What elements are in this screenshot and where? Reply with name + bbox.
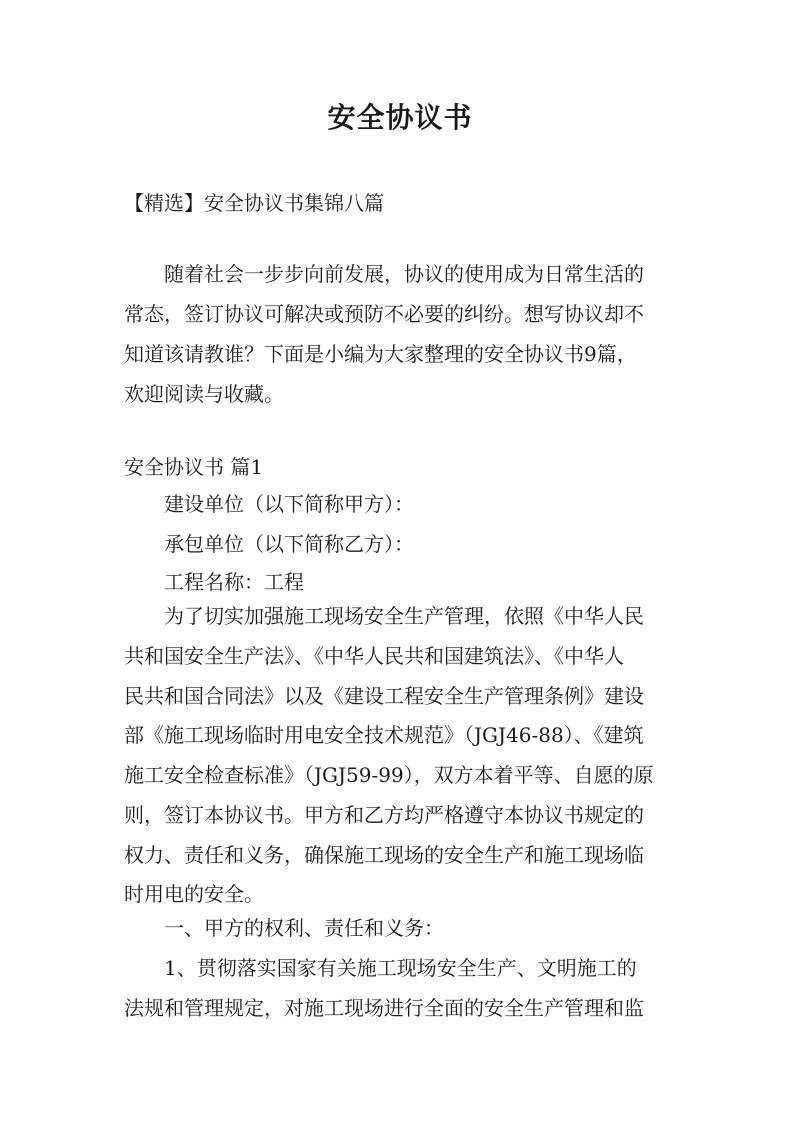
body-line: 为了切实加强施工现场安全生产管理，依照《中华人民 <box>164 604 644 628</box>
intro-line: 知道该请教谁？下面是小编为大家整理的安全协议书9篇， <box>124 342 637 366</box>
item-line: 法规和管理规定，对施工现场进行全面的安全生产管理和监 <box>124 996 644 1020</box>
body-line: 部《施工现场临时用电安全技术规范》（JGJ46-88）、《建筑 <box>124 723 644 747</box>
body-line: 共和国安全生产法》、《中华人民共和国建筑法》、《中华人 <box>124 644 624 668</box>
party-line: 承包单位（以下简称乙方）： <box>164 532 414 556</box>
intro-line: 欢迎阅读与收藏。 <box>124 382 284 406</box>
intro-line: 随着社会一步步向前发展，协议的使用成为日常生活的 <box>164 262 644 286</box>
body-line: 施工安全检查标准》（JGJ59-99），双方本着平等、自愿的原 <box>124 763 654 787</box>
body-line: 则，签订本协议书。甲方和乙方均严格遵守本协议书规定的 <box>124 803 644 827</box>
item-line: 1、贯彻落实国家有关施工现场安全生产、文明施工的 <box>164 956 637 980</box>
document-subtitle: 【精选】安全协议书集锦八篇 <box>124 191 384 215</box>
intro-line: 常态，签订协议可解决或预防不必要的纠纷。想写协议却不 <box>124 302 644 326</box>
body-line: 时用电的安全。 <box>124 882 264 906</box>
party-line: 工程名称：工程 <box>164 570 304 594</box>
subheading: 一、甲方的权利、责任和义务： <box>164 916 444 940</box>
body-line: 权力、责任和义务，确保施工现场的安全生产和施工现场临 <box>124 843 644 867</box>
party-line: 建设单位（以下简称甲方）： <box>164 492 414 516</box>
section-heading: 安全协议书 篇1 <box>124 455 264 479</box>
document-title: 安全协议书 <box>327 101 473 134</box>
body-line: 民共和国合同法》以及《建设工程安全生产管理条例》建设 <box>124 684 644 708</box>
